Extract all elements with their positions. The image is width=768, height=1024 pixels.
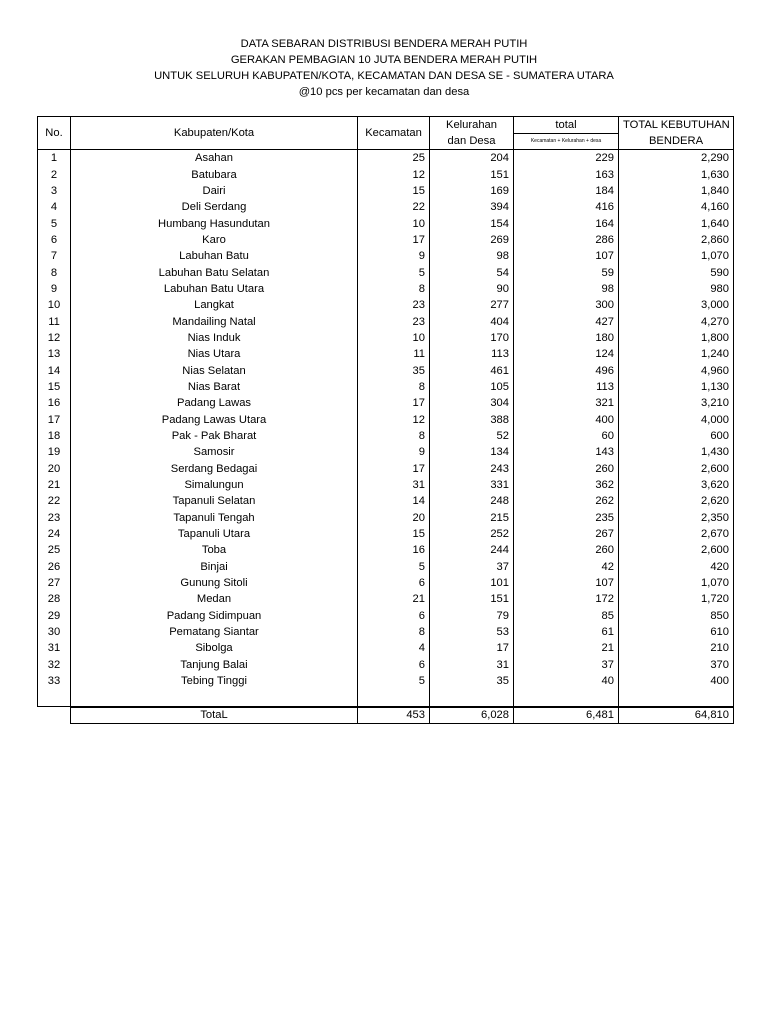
cell-no: 12: [38, 330, 71, 346]
cell-kebutuhan: 2,600: [619, 542, 734, 558]
col-header-kelurahan: [430, 117, 514, 150]
col-header-kebutuhan: [619, 117, 734, 150]
table-row: [38, 346, 734, 362]
cell-total: 37: [514, 657, 619, 673]
cell-kelurahan: 215: [430, 510, 514, 526]
cell-kabupaten: Sibolga: [71, 640, 358, 656]
cell-kecamatan: 17: [358, 395, 430, 411]
col-header-kelurahan-line1: Kelurahan: [445, 119, 497, 131]
cell-no: 18: [38, 428, 71, 444]
cell-total: 85: [514, 608, 619, 624]
cell-kabupaten: Medan: [71, 591, 358, 607]
table-row: [38, 624, 734, 640]
cell-kelurahan: 151: [430, 591, 514, 607]
totals-row: [71, 708, 734, 724]
table-row: [38, 150, 734, 167]
totals-kecamatan: 453: [358, 708, 430, 724]
cell-kecamatan: 10: [358, 215, 430, 231]
cell-kecamatan: 31: [358, 477, 430, 493]
cell-kebutuhan: 1,070: [619, 575, 734, 591]
cell-no: 7: [38, 248, 71, 264]
cell-no: 31: [38, 640, 71, 656]
cell-kelurahan: 17: [430, 640, 514, 656]
cell-no: 21: [38, 477, 71, 493]
cell-kabupaten: Pak - Pak Bharat: [71, 428, 358, 444]
cell-kelurahan: 170: [430, 330, 514, 346]
cell-kelurahan: 105: [430, 379, 514, 395]
table-row: [38, 330, 734, 346]
col-header-total: [514, 117, 619, 150]
cell-total: 164: [514, 215, 619, 231]
cell-kelurahan: 98: [430, 248, 514, 264]
table-row: [38, 199, 734, 215]
cell-total: 143: [514, 444, 619, 460]
cell-kecamatan: 15: [358, 526, 430, 542]
blank-cell: [358, 689, 430, 706]
cell-kebutuhan: 1,840: [619, 183, 734, 199]
table-row: [38, 477, 734, 493]
cell-kebutuhan: 590: [619, 264, 734, 280]
title-line-1: DATA SEBARAN DISTRIBUSI BENDERA MERAH PUTIH: [240, 38, 528, 50]
blank-cell: [430, 689, 514, 706]
cell-kebutuhan: 210: [619, 640, 734, 656]
cell-kecamatan: 20: [358, 510, 430, 526]
cell-kelurahan: 52: [430, 428, 514, 444]
cell-kebutuhan: 4,160: [619, 199, 734, 215]
cell-kelurahan: 35: [430, 673, 514, 689]
cell-kebutuhan: 1,240: [619, 346, 734, 362]
cell-no: 3: [38, 183, 71, 199]
title-line-2: GERAKAN PEMBAGIAN 10 JUTA BENDERA MERAH PUTIH: [230, 54, 538, 66]
cell-kecamatan: 4: [358, 640, 430, 656]
cell-kelurahan: 204: [430, 150, 514, 167]
cell-kebutuhan: 2,670: [619, 526, 734, 542]
cell-no: 26: [38, 559, 71, 575]
cell-kecamatan: 23: [358, 313, 430, 329]
cell-kebutuhan: 2,290: [619, 150, 734, 167]
cell-kelurahan: 169: [430, 183, 514, 199]
cell-kabupaten: Tapanuli Selatan: [71, 493, 358, 509]
table-row: [38, 493, 734, 509]
cell-kebutuhan: 4,000: [619, 412, 734, 428]
cell-kecamatan: 14: [358, 493, 430, 509]
table-row: [38, 461, 734, 477]
totals-kelurahan: 6,028: [430, 708, 514, 724]
table-body: [38, 150, 734, 707]
cell-kebutuhan: 2,350: [619, 510, 734, 526]
cell-kecamatan: 5: [358, 559, 430, 575]
table-row: [38, 608, 734, 624]
cell-kelurahan: 79: [430, 608, 514, 624]
cell-kelurahan: 269: [430, 232, 514, 248]
table-row: [38, 591, 734, 607]
table-row: [38, 395, 734, 411]
cell-total: 163: [514, 166, 619, 182]
cell-no: 4: [38, 199, 71, 215]
title-line-3: UNTUK SELURUH KABUPATEN/KOTA, KECAMATAN DAN DESA SE - SUMATERA UTARA: [154, 70, 614, 82]
cell-total: 321: [514, 395, 619, 411]
cell-no: 6: [38, 232, 71, 248]
cell-kelurahan: 37: [430, 559, 514, 575]
cell-kabupaten: Serdang Bedagai: [71, 461, 358, 477]
blank-row: [38, 689, 734, 706]
cell-total: 21: [514, 640, 619, 656]
cell-kelurahan: 248: [430, 493, 514, 509]
cell-kecamatan: 5: [358, 264, 430, 280]
cell-kelurahan: 331: [430, 477, 514, 493]
cell-kebutuhan: 370: [619, 657, 734, 673]
cell-kabupaten: Simalungun: [71, 477, 358, 493]
cell-no: 17: [38, 412, 71, 428]
cell-total: 235: [514, 510, 619, 526]
cell-kabupaten: Padang Sidimpuan: [71, 608, 358, 624]
cell-kebutuhan: 850: [619, 608, 734, 624]
cell-no: 24: [38, 526, 71, 542]
cell-kabupaten: Humbang Hasundutan: [71, 215, 358, 231]
cell-kelurahan: 244: [430, 542, 514, 558]
cell-no: 29: [38, 608, 71, 624]
cell-no: 15: [38, 379, 71, 395]
cell-kabupaten: Labuhan Batu Selatan: [71, 264, 358, 280]
distribution-table: [37, 116, 734, 707]
cell-total: 416: [514, 199, 619, 215]
cell-total: 60: [514, 428, 619, 444]
cell-kelurahan: 277: [430, 297, 514, 313]
cell-kabupaten: Tapanuli Utara: [71, 526, 358, 542]
title-line-4: @10 pcs per kecamatan dan desa: [298, 86, 470, 98]
cell-no: 32: [38, 657, 71, 673]
cell-kebutuhan: 4,960: [619, 362, 734, 378]
cell-kabupaten: Karo: [71, 232, 358, 248]
blank-cell: [619, 689, 734, 706]
cell-kabupaten: Nias Induk: [71, 330, 358, 346]
cell-total: 98: [514, 281, 619, 297]
totals-total: 6,481: [514, 708, 619, 724]
cell-kecamatan: 22: [358, 199, 430, 215]
table-row: [38, 657, 734, 673]
cell-kecamatan: 12: [358, 166, 430, 182]
cell-total: 427: [514, 313, 619, 329]
table-row: [38, 542, 734, 558]
cell-kabupaten: Nias Barat: [71, 379, 358, 395]
cell-kabupaten: Tebing Tinggi: [71, 673, 358, 689]
table-row: [38, 297, 734, 313]
cell-total: 113: [514, 379, 619, 395]
cell-kabupaten: Labuhan Batu Utara: [71, 281, 358, 297]
blank-cell: [38, 689, 71, 706]
cell-kebutuhan: 3,620: [619, 477, 734, 493]
cell-kecamatan: 15: [358, 183, 430, 199]
table-row: [38, 362, 734, 378]
cell-kebutuhan: 4,270: [619, 313, 734, 329]
cell-total: 40: [514, 673, 619, 689]
cell-kecamatan: 17: [358, 461, 430, 477]
table-row: [38, 510, 734, 526]
cell-kebutuhan: 1,720: [619, 591, 734, 607]
cell-no: 27: [38, 575, 71, 591]
table-row: [38, 281, 734, 297]
cell-kebutuhan: 980: [619, 281, 734, 297]
table-row: [38, 379, 734, 395]
cell-kabupaten: Tapanuli Tengah: [71, 510, 358, 526]
cell-kabupaten: Padang Lawas: [71, 395, 358, 411]
cell-kabupaten: Padang Lawas Utara: [71, 412, 358, 428]
table-row: [38, 640, 734, 656]
cell-no: 22: [38, 493, 71, 509]
col-header-kebutuhan-line2: BENDERA: [648, 135, 704, 147]
col-header-no: No.: [38, 117, 71, 150]
cell-total: 262: [514, 493, 619, 509]
cell-kabupaten: Asahan: [71, 150, 358, 167]
col-header-total-sub: Kecamatan + Kelurahan + desa: [530, 138, 602, 144]
cell-kelurahan: 151: [430, 166, 514, 182]
cell-total: 267: [514, 526, 619, 542]
cell-kebutuhan: 1,430: [619, 444, 734, 460]
cell-no: 14: [38, 362, 71, 378]
cell-total: 260: [514, 542, 619, 558]
table-row: [38, 673, 734, 689]
cell-kabupaten: Batubara: [71, 166, 358, 182]
cell-kabupaten: Binjai: [71, 559, 358, 575]
cell-kelurahan: 394: [430, 199, 514, 215]
cell-kecamatan: 25: [358, 150, 430, 167]
cell-total: 61: [514, 624, 619, 640]
cell-kebutuhan: 2,860: [619, 232, 734, 248]
cell-kabupaten: Tanjung Balai: [71, 657, 358, 673]
cell-kabupaten: Samosir: [71, 444, 358, 460]
cell-kelurahan: 404: [430, 313, 514, 329]
cell-kelurahan: 90: [430, 281, 514, 297]
cell-no: 30: [38, 624, 71, 640]
cell-kebutuhan: 600: [619, 428, 734, 444]
cell-kebutuhan: 1,640: [619, 215, 734, 231]
cell-kecamatan: 9: [358, 444, 430, 460]
cell-no: 13: [38, 346, 71, 362]
cell-total: 260: [514, 461, 619, 477]
cell-no: 5: [38, 215, 71, 231]
cell-kecamatan: 8: [358, 379, 430, 395]
blank-cell: [71, 689, 358, 706]
cell-kebutuhan: 1,800: [619, 330, 734, 346]
table-row: [38, 264, 734, 280]
cell-total: 362: [514, 477, 619, 493]
totals-label: TotaL: [71, 708, 358, 724]
cell-no: 8: [38, 264, 71, 280]
document-header: [0, 36, 768, 100]
table-row: [38, 215, 734, 231]
cell-kecamatan: 8: [358, 624, 430, 640]
cell-kecamatan: 6: [358, 657, 430, 673]
cell-kecamatan: 6: [358, 575, 430, 591]
col-header-total-label: total: [514, 117, 618, 134]
cell-total: 286: [514, 232, 619, 248]
cell-no: 25: [38, 542, 71, 558]
cell-kelurahan: 388: [430, 412, 514, 428]
cell-no: 10: [38, 297, 71, 313]
totals-kebutuhan: 64,810: [619, 708, 734, 724]
cell-kelurahan: 101: [430, 575, 514, 591]
cell-kelurahan: 53: [430, 624, 514, 640]
table-row: [38, 183, 734, 199]
cell-kebutuhan: 3,210: [619, 395, 734, 411]
cell-total: 107: [514, 248, 619, 264]
cell-total: 124: [514, 346, 619, 362]
cell-kecamatan: 35: [358, 362, 430, 378]
cell-total: 400: [514, 412, 619, 428]
cell-total: 229: [514, 150, 619, 167]
table-row: [38, 232, 734, 248]
table-row: [38, 526, 734, 542]
cell-kecamatan: 10: [358, 330, 430, 346]
cell-no: 19: [38, 444, 71, 460]
cell-kebutuhan: 1,070: [619, 248, 734, 264]
cell-kabupaten: Labuhan Batu: [71, 248, 358, 264]
cell-kabupaten: Pematang Siantar: [71, 624, 358, 640]
cell-kebutuhan: 420: [619, 559, 734, 575]
cell-kecamatan: 5: [358, 673, 430, 689]
cell-no: 28: [38, 591, 71, 607]
cell-kecamatan: 8: [358, 281, 430, 297]
cell-kelurahan: 461: [430, 362, 514, 378]
col-header-kabupaten: Kabupaten/Kota: [71, 117, 358, 150]
cell-kabupaten: Nias Selatan: [71, 362, 358, 378]
cell-no: 2: [38, 166, 71, 182]
cell-kecamatan: 17: [358, 232, 430, 248]
col-header-kelurahan-line2: dan Desa: [447, 135, 496, 147]
table-row: [38, 412, 734, 428]
cell-kebutuhan: 1,630: [619, 166, 734, 182]
cell-kelurahan: 31: [430, 657, 514, 673]
cell-kelurahan: 134: [430, 444, 514, 460]
cell-kelurahan: 252: [430, 526, 514, 542]
cell-total: 59: [514, 264, 619, 280]
cell-kecamatan: 9: [358, 248, 430, 264]
cell-kabupaten: Nias Utara: [71, 346, 358, 362]
cell-kelurahan: 304: [430, 395, 514, 411]
cell-kelurahan: 113: [430, 346, 514, 362]
blank-cell: [514, 689, 619, 706]
cell-kebutuhan: 610: [619, 624, 734, 640]
cell-kecamatan: 21: [358, 591, 430, 607]
table-row: [38, 444, 734, 460]
cell-no: 33: [38, 673, 71, 689]
cell-kelurahan: 54: [430, 264, 514, 280]
table-row: [38, 248, 734, 264]
cell-kabupaten: Dairi: [71, 183, 358, 199]
table-row: [38, 428, 734, 444]
cell-no: 11: [38, 313, 71, 329]
cell-no: 16: [38, 395, 71, 411]
table-row: [38, 166, 734, 182]
cell-kelurahan: 243: [430, 461, 514, 477]
totals-table: [70, 707, 734, 724]
cell-kecamatan: 6: [358, 608, 430, 624]
table-row: [38, 575, 734, 591]
cell-no: 9: [38, 281, 71, 297]
cell-total: 172: [514, 591, 619, 607]
cell-total: 496: [514, 362, 619, 378]
cell-kabupaten: Toba: [71, 542, 358, 558]
cell-kecamatan: 11: [358, 346, 430, 362]
table-row: [38, 313, 734, 329]
cell-no: 23: [38, 510, 71, 526]
col-header-kecamatan: Kecamatan: [358, 117, 430, 150]
cell-kabupaten: Langkat: [71, 297, 358, 313]
cell-kebutuhan: 400: [619, 673, 734, 689]
cell-kecamatan: 12: [358, 412, 430, 428]
cell-total: 184: [514, 183, 619, 199]
cell-kebutuhan: 2,600: [619, 461, 734, 477]
cell-total: 300: [514, 297, 619, 313]
cell-total: 42: [514, 559, 619, 575]
cell-kebutuhan: 2,620: [619, 493, 734, 509]
col-header-kebutuhan-line1: TOTAL KEBUTUHAN: [623, 119, 730, 131]
cell-kabupaten: Mandailing Natal: [71, 313, 358, 329]
cell-no: 20: [38, 461, 71, 477]
cell-kelurahan: 154: [430, 215, 514, 231]
table-header-row: [38, 117, 734, 150]
cell-kebutuhan: 1,130: [619, 379, 734, 395]
cell-kebutuhan: 3,000: [619, 297, 734, 313]
cell-total: 107: [514, 575, 619, 591]
cell-total: 180: [514, 330, 619, 346]
cell-kecamatan: 8: [358, 428, 430, 444]
cell-kecamatan: 16: [358, 542, 430, 558]
cell-kabupaten: Deli Serdang: [71, 199, 358, 215]
cell-no: 1: [38, 150, 71, 167]
cell-kabupaten: Gunung Sitoli: [71, 575, 358, 591]
cell-kecamatan: 23: [358, 297, 430, 313]
table-row: [38, 559, 734, 575]
